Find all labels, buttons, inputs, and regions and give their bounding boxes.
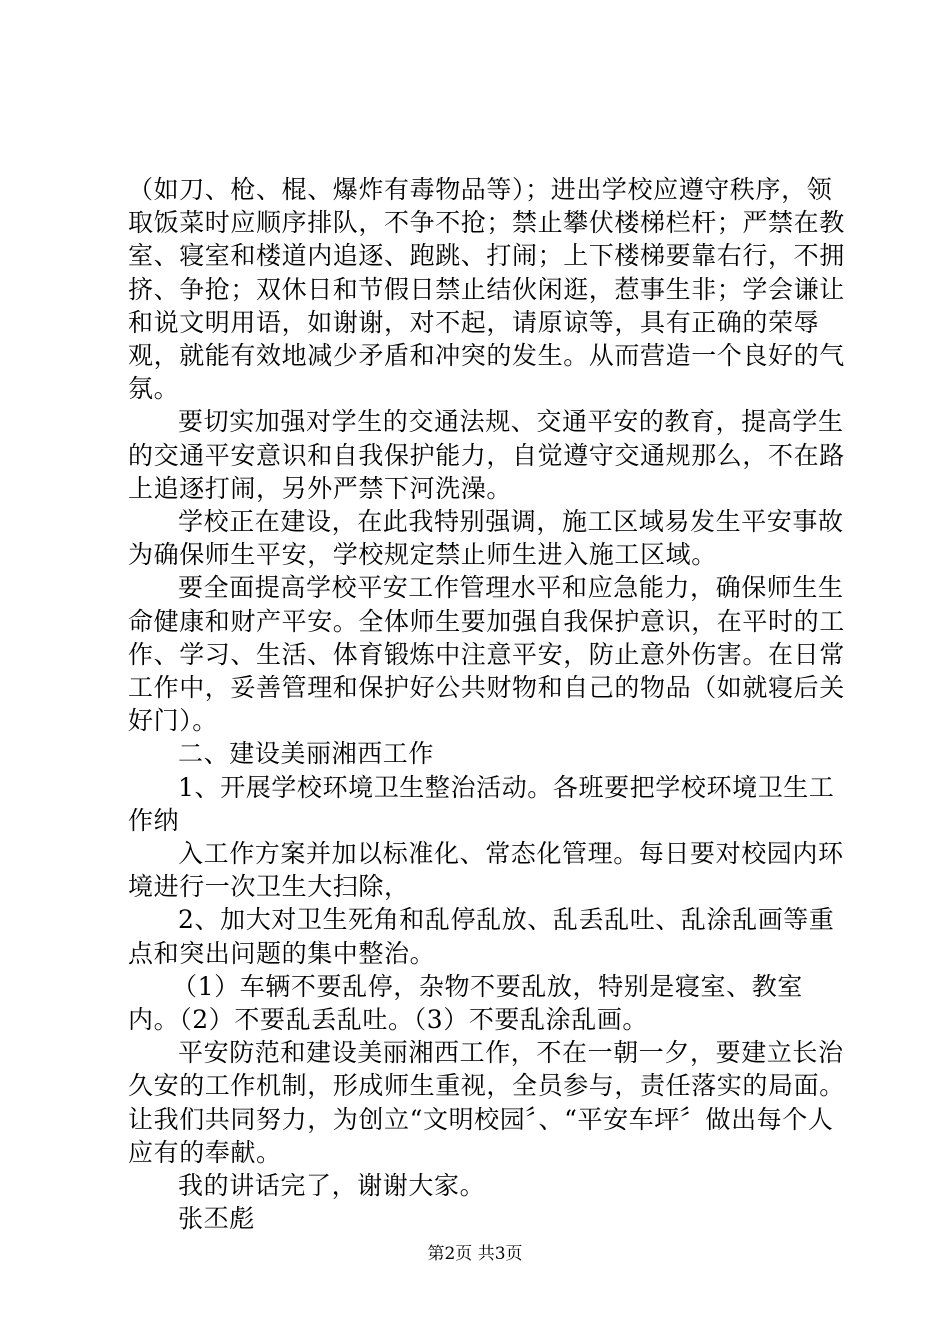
paragraph-item-1-continued: 入工作方案并加以标准化、常态化管理。每日要对校园内环境进行一次卫生大扫除， bbox=[128, 839, 844, 902]
paragraph-traffic-safety: 要切实加强对学生的交通法规、交通平安的教育，提高学生的交通平安意识和自我保护能力，自觉遵守交通规那么，不在路上追逐打闹，另外严禁下河洗澡。 bbox=[128, 407, 845, 503]
document-body bbox=[128, 173, 848, 1236]
paragraph-thanks: 我的讲话完了，谢谢大家。 bbox=[178, 1171, 486, 1201]
page-number-footer: 第2页 共3页 bbox=[427, 1244, 523, 1264]
paragraph-safety-management: 要全面提高学校平安工作管理水平和应急能力，确保师生生命健康和财产平安。全体师生要加强自我保护意识，在平时的工作、学习、生活、体育锻炼中注意平安，防止意外伤害。在日常工作中，妥善管理和保护好公共财物和自己的物品（如就寝后关好门）。 bbox=[128, 573, 845, 736]
signature-name: 张丕彪 bbox=[178, 1204, 255, 1234]
paragraph-safety-rules: （如刀、枪、棍、爆炸有毒物品等）；进出学校应遵守秩序，领取饭菜时应顺序排队，不争不抢；禁止攀伏楼梯栏杆；严禁在教室、寝室和楼道内追逐、跑跳、打闹；上下楼梯要靠右行，不拥挤、争抢；双休日和节假日禁止结伙闲逛，惹事生非；学会谦让和说文明用语，如谢谢，对不起，请原谅等，具有正确的荣辱观，就能有效地减少矛盾和冲突的发生。从而营造一个良好的气氛。 bbox=[128, 175, 845, 404]
paragraph-item-1: 1、开展学校环境卫生整治活动。各班要把学校环境卫生工作纳 bbox=[128, 772, 835, 835]
section-heading-beautiful-xiangxi: 二、建设美丽湘西工作 bbox=[178, 739, 435, 769]
paragraph-item-2: 2、加大对卫生死角和乱停乱放、乱丢乱吐、乱涂乱画等重点和突出问题的集中整治。 bbox=[128, 905, 835, 968]
paragraph-closing: 平安防范和建设美丽湘西工作，不在一朝一夕，要建立长治久安的工作机制，形成师生重视，全员参与，责任落实的局面。让我们共同努力，为创立“文明校园〞、“平安车坪〞做出每个人应有的奉献。 bbox=[128, 1038, 845, 1167]
paragraph-sub-items: （1）车辆不要乱停，杂物不要乱放，特别是寝室、教室内。（2）不要乱丢乱吐。（3）不要乱涂乱画。 bbox=[128, 971, 803, 1035]
paragraph-construction-area: 学校正在建设，在此我特别强调，施工区域易发生平安事故为确保师生平安，学校规定禁止师生进入施工区域。 bbox=[128, 507, 844, 570]
